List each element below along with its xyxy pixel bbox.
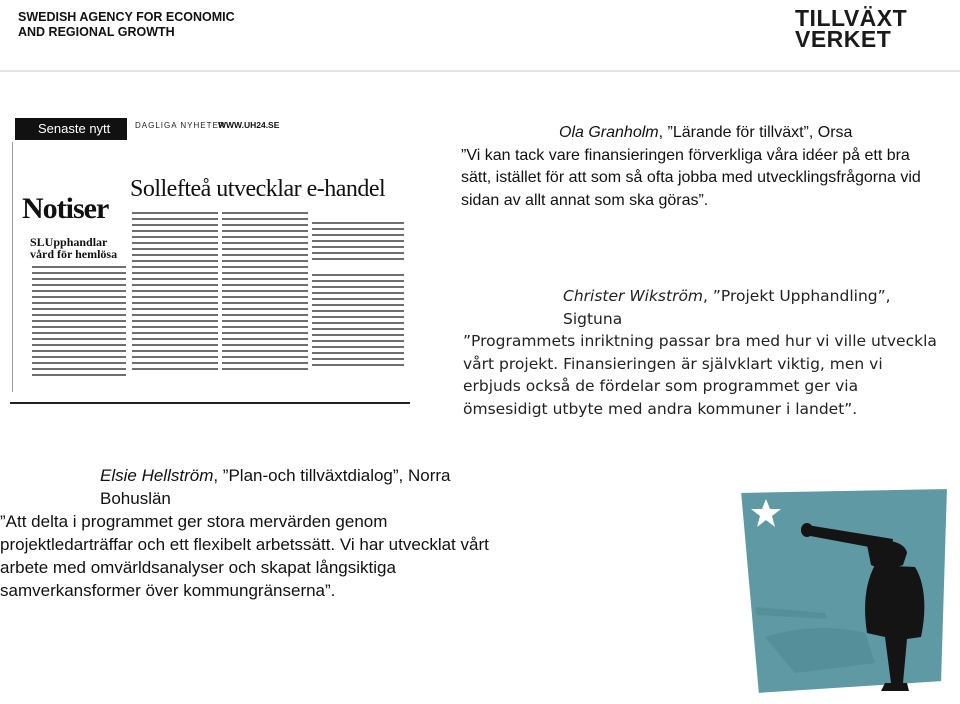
quote-attribution — [0, 464, 500, 510]
quote-christer-wikstrom — [463, 285, 943, 420]
quote-affiliation: , ”Projekt Upphandling”, Sigtuna — [563, 287, 891, 328]
clipping-text-column — [312, 272, 404, 368]
logo-line1: TILLVÄXT — [795, 5, 908, 31]
clipping-edge — [12, 142, 13, 392]
quote-elsie-hellstrom — [0, 464, 500, 602]
header-divider — [0, 70, 960, 72]
telescope-illustration — [735, 487, 957, 699]
clipping-text-column — [32, 264, 126, 376]
logo-line2: VERKET — [795, 26, 892, 49]
quote-affiliation: , ”Lärande för tillväxt”, Orsa — [658, 124, 853, 141]
clipping-text-column — [132, 210, 218, 370]
quote-text: ”Programmets inriktning passar bra med hur vi ville utveckla vårt projekt. Finansieringen är självklart viktig, men vi erbjuds också de fördelar som programmet ger via ömsesidigt utbyte med andra kommuner i landet”. — [463, 332, 937, 418]
quote-text: ”Vi kan tack vare finansieringen förverkliga våra idéer på ett bra sätt, istället för att som så ofta jobba med utvecklingsfrågorna vid sidan av allt annat som ska göras”. — [461, 146, 921, 209]
newspaper-clipping — [10, 112, 410, 404]
agency-name-line2: AND REGIONAL GROWTH — [18, 25, 175, 39]
quote-text: ”Att delta i programmet ger stora mervärden genom projektledarträffar och ett flexibelt arbetssätt. Vi har utvecklat vårt arbete med omvärldsanalyser och skapat långsiktiga samverkansformer över kommungränserna”. — [0, 512, 489, 600]
quote-person: Elsie Hellström — [100, 466, 214, 485]
clipping-text-column — [312, 220, 404, 260]
clipping-source: DAGLIGA NYHETER — [135, 121, 226, 130]
quote-attribution — [461, 122, 931, 145]
quote-attribution — [463, 285, 923, 330]
quote-affiliation: , ”Plan-och tillväxtdialog”, Norra Bohuslän — [100, 466, 451, 508]
clipping-section-label: Senaste nytt — [38, 121, 111, 136]
quote-person: Ola Granholm — [559, 124, 659, 141]
clipping-url: WWW.UH24.SE — [218, 120, 280, 130]
quote-person: Christer Wikström — [563, 287, 704, 305]
quote-ola-granholm — [461, 122, 931, 212]
clipping-column-title: Notiser — [22, 192, 109, 225]
agency-name — [18, 10, 235, 40]
tillvaxtverket-logo — [795, 3, 915, 49]
clipping-headline: Sollefteå utvecklar e-handel — [130, 176, 386, 202]
clipping-text-column — [222, 210, 308, 370]
agency-name-line1: SWEDISH AGENCY FOR ECONOMIC — [18, 10, 235, 24]
clipping-sub-headline: SLUpphandlar vård för hemlösa — [30, 235, 118, 261]
